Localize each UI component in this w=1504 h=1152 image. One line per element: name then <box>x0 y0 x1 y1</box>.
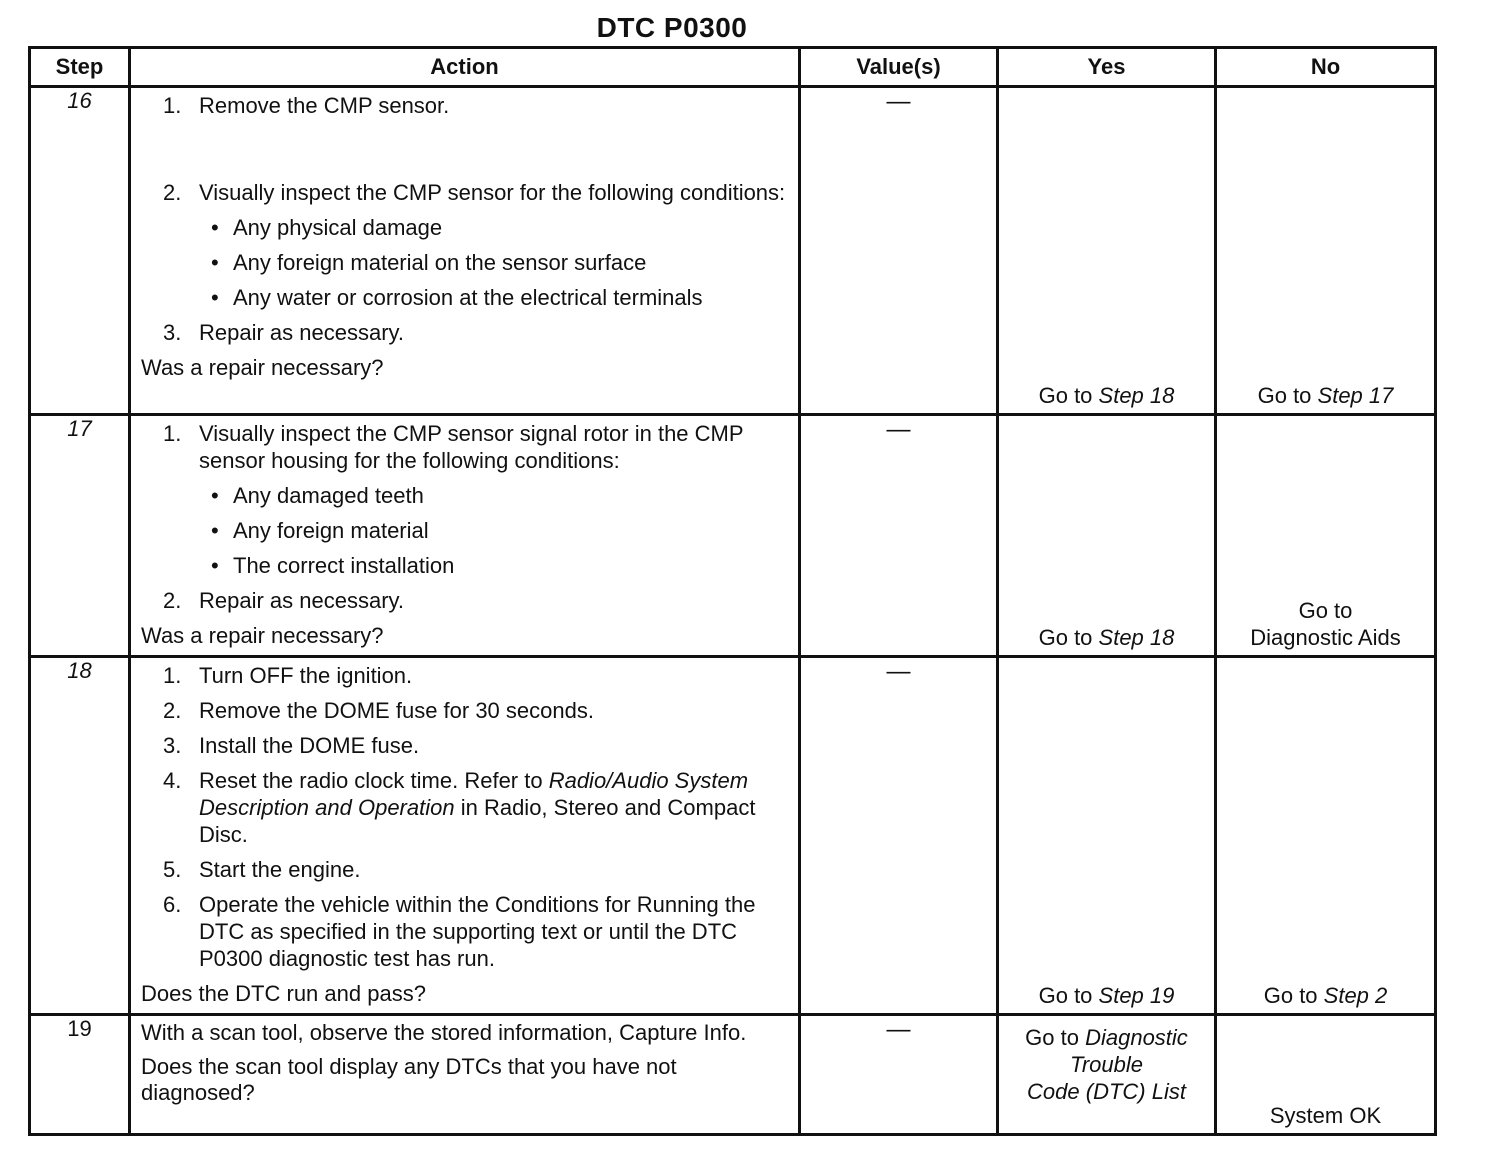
action-text: With a scan tool, observe the stored information, Capture Info. <box>141 1020 747 1045</box>
action-item: 1. Visually inspect the CMP sensor signal rotor in the CMP sensor housing for the following conditions: <box>163 421 744 473</box>
action-item: 2. Visually inspect the CMP sensor for the following conditions: <box>163 180 786 205</box>
action-item: 1. Turn OFF the ignition. <box>163 663 413 688</box>
yes-cell <box>998 657 1216 1015</box>
header-step: Step <box>30 48 130 87</box>
no-goto: Go to Diagnostic Aids <box>1250 598 1401 650</box>
action-cell <box>130 657 800 1015</box>
action-bullet: • Any foreign material <box>211 518 429 543</box>
dtc-table <box>28 46 1437 1136</box>
no-cell <box>1216 1015 1436 1135</box>
table-row <box>30 657 1436 1015</box>
action-cell <box>130 415 800 657</box>
value-cell: — <box>800 415 998 657</box>
yes-cell <box>998 1015 1216 1135</box>
yes-goto: Go to Step 18 <box>1038 625 1175 650</box>
header-action: Action <box>130 48 800 87</box>
action-question: Does the DTC run and pass? <box>141 981 426 1006</box>
yes-goto: Go to Step 19 <box>1038 983 1175 1008</box>
action-bullet: • Any physical damage <box>211 215 443 240</box>
action-item: 6. Operate the vehicle within the Conditions for Running the DTC as specified in the supporting text or until the DTC P0300 diagnostic test has run. <box>163 892 756 971</box>
action-item: 3. Repair as necessary. <box>163 320 405 345</box>
action-item: 5. Start the engine. <box>163 857 361 882</box>
no-goto: System OK <box>1269 1103 1382 1128</box>
action-bullet: • Any foreign material on the sensor surface <box>211 250 647 275</box>
yes-cell <box>998 415 1216 657</box>
table-row <box>30 1015 1436 1135</box>
table-row <box>30 415 1436 657</box>
yes-goto: Go to Diagnostic Trouble Code (DTC) List <box>1025 1025 1188 1104</box>
action-item: 2. Remove the DOME fuse for 30 seconds. <box>163 698 594 723</box>
no-cell <box>1216 415 1436 657</box>
header-yes: Yes <box>998 48 1216 87</box>
action-bullet: • Any damaged teeth <box>211 483 424 508</box>
step-number: 18 <box>30 657 130 1015</box>
yes-goto: Go to Step 18 <box>1038 383 1175 408</box>
action-question: Was a repair necessary? <box>141 355 384 380</box>
header-no: No <box>1216 48 1436 87</box>
step-number: 17 <box>30 415 130 657</box>
table-row <box>30 87 1436 415</box>
action-cell <box>130 87 800 415</box>
header-row <box>30 48 1436 87</box>
page-title: DTC P0300 <box>596 12 748 43</box>
header-values: Value(s) <box>800 48 998 87</box>
action-cell <box>130 1015 800 1135</box>
action-item: 4. Reset the radio clock time. Refer to Radio/Audio System Description and Operation in Radio, Stereo and Compact Disc. <box>163 768 756 847</box>
value-cell: — <box>800 87 998 415</box>
action-question: Does the scan tool display any DTCs that you have not diagnosed? <box>141 1054 677 1105</box>
no-cell <box>1216 87 1436 415</box>
value-cell: — <box>800 1015 998 1135</box>
no-goto: Go to Step 17 <box>1257 383 1394 408</box>
action-bullet: • The correct installation <box>211 553 455 578</box>
action-item: 1. Remove the CMP sensor. <box>163 93 450 118</box>
action-item: 2. Repair as necessary. <box>163 588 405 613</box>
action-item: 3. Install the DOME fuse. <box>163 733 420 758</box>
action-question: Was a repair necessary? <box>141 623 384 648</box>
yes-cell <box>998 87 1216 415</box>
step-number: 19 <box>30 1015 130 1135</box>
no-cell <box>1216 657 1436 1015</box>
step-number: 16 <box>30 87 130 415</box>
value-cell: — <box>800 657 998 1015</box>
action-bullet: • Any water or corrosion at the electrical terminals <box>211 285 703 310</box>
no-goto: Go to Step 2 <box>1263 983 1388 1008</box>
